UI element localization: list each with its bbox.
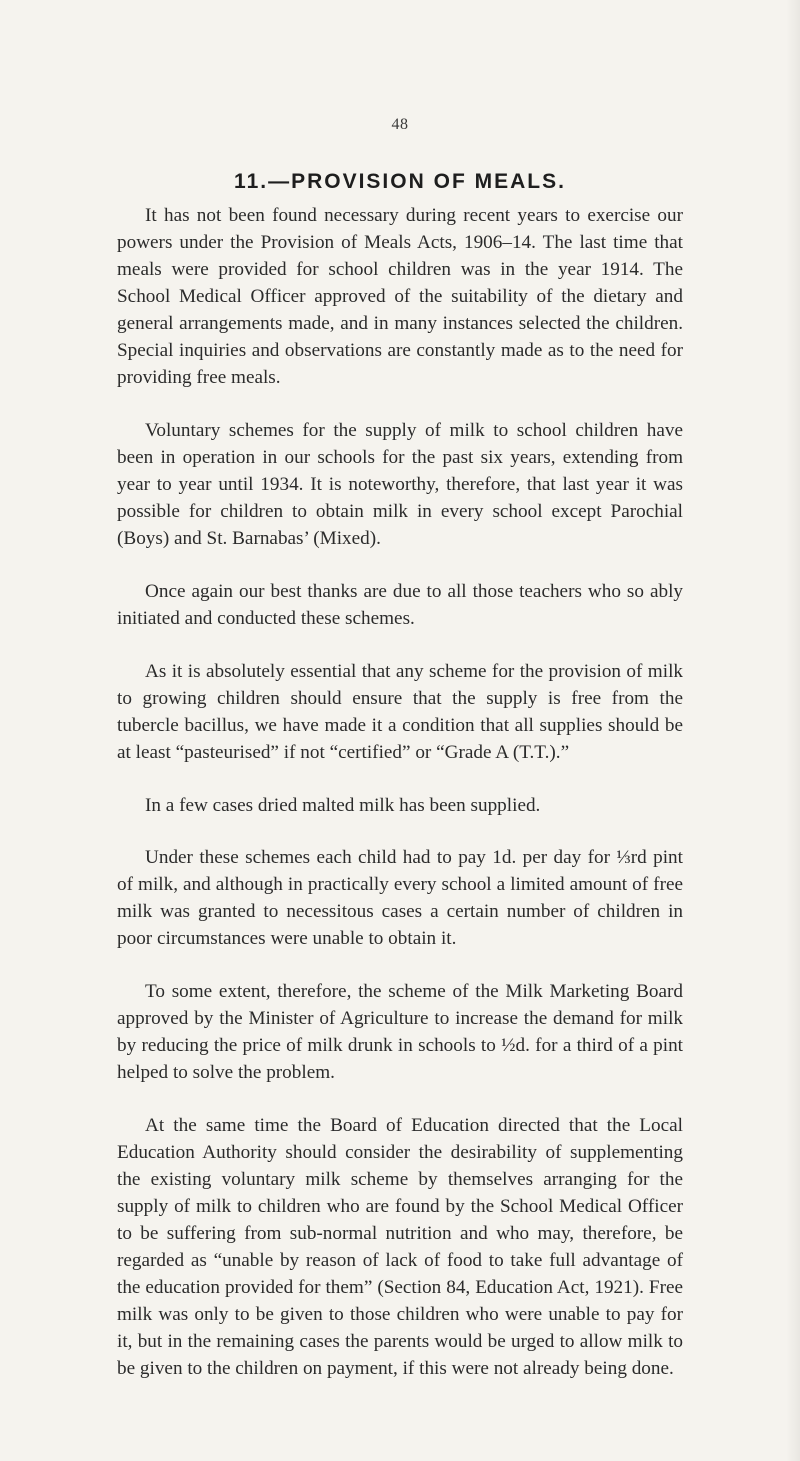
section-title: 11.—PROVISION OF MEALS. [234, 170, 566, 193]
page-number: 48 [391, 116, 409, 133]
paragraph-thanks-teachers: Once again our best thanks are due to all those teachers who so ably initiated and conducted these schemes. [117, 581, 683, 629]
paragraph-board-of-education: At the same time the Board of Education directed that the Local Education Authority should consider the desirability of supplementing the existing voluntary milk scheme by themselves arranging for the supply of milk to children who are found by the School Medical Officer to be suffering from sub-normal nutrition and who may, therefore, be regarded as “unable by reason of lack of food to take full advantage of the education provided for them” (Section 84, Education Act, 1921). Free milk was only to be given to those children who were unable to pay for it, but in the remaining cases the parents would be urged to allow milk to be given to the children on payment, if this were not already being done. [117, 1115, 683, 1379]
paragraph-voluntary-milk-schemes: Voluntary schemes for the supply of milk to school children have been in operation in our schools for the past six years, extending from year to year until 1934. It is noteworthy, therefore, that last year it was possible for children to obtain milk in every school except Parochial (Boys) and St. Barnabas’ (Mixed). [117, 420, 683, 549]
paragraph-tubercle-bacillus: As it is absolutely essential that any scheme for the provision of milk to growing children should ensure that the supply is free from the tubercle bacillus, we have made it a condition that all supplies should be at least “pasteurised” if not “certified” or “Grade A (T.T.).” [117, 661, 683, 763]
body-text [117, 202, 683, 1408]
page-edge-shadow [786, 0, 800, 1461]
paragraph-meals-acts: It has not been found necessary during recent years to exercise our powers under the Provision of Meals Acts, 1906–14. The last time that meals were provided for school children was in the year 1914. The School Medical Officer approved of the suitability of the dietary and general arrangements made, and in many instances selected the children. Special inquiries and observations are constantly made as to the need for providing free meals. [117, 205, 683, 388]
paragraph-dried-malted-milk: In a few cases dried malted milk has been supplied. [145, 795, 541, 816]
paragraph-milk-marketing-board: To some extent, therefore, the scheme of the Milk Marketing Board approved by the Minister of Agriculture to increase the demand for milk by reducing the price of milk drunk in schools to ½d. for a third of a pint helped to solve the problem. [117, 981, 683, 1083]
paragraph-payment-scheme: Under these schemes each child had to pay 1d. per day for ⅓rd pint of milk, and although in practically every school a limited amount of free milk was granted to necessitous cases a certain number of children in poor circumstances were unable to obtain it. [117, 847, 683, 949]
